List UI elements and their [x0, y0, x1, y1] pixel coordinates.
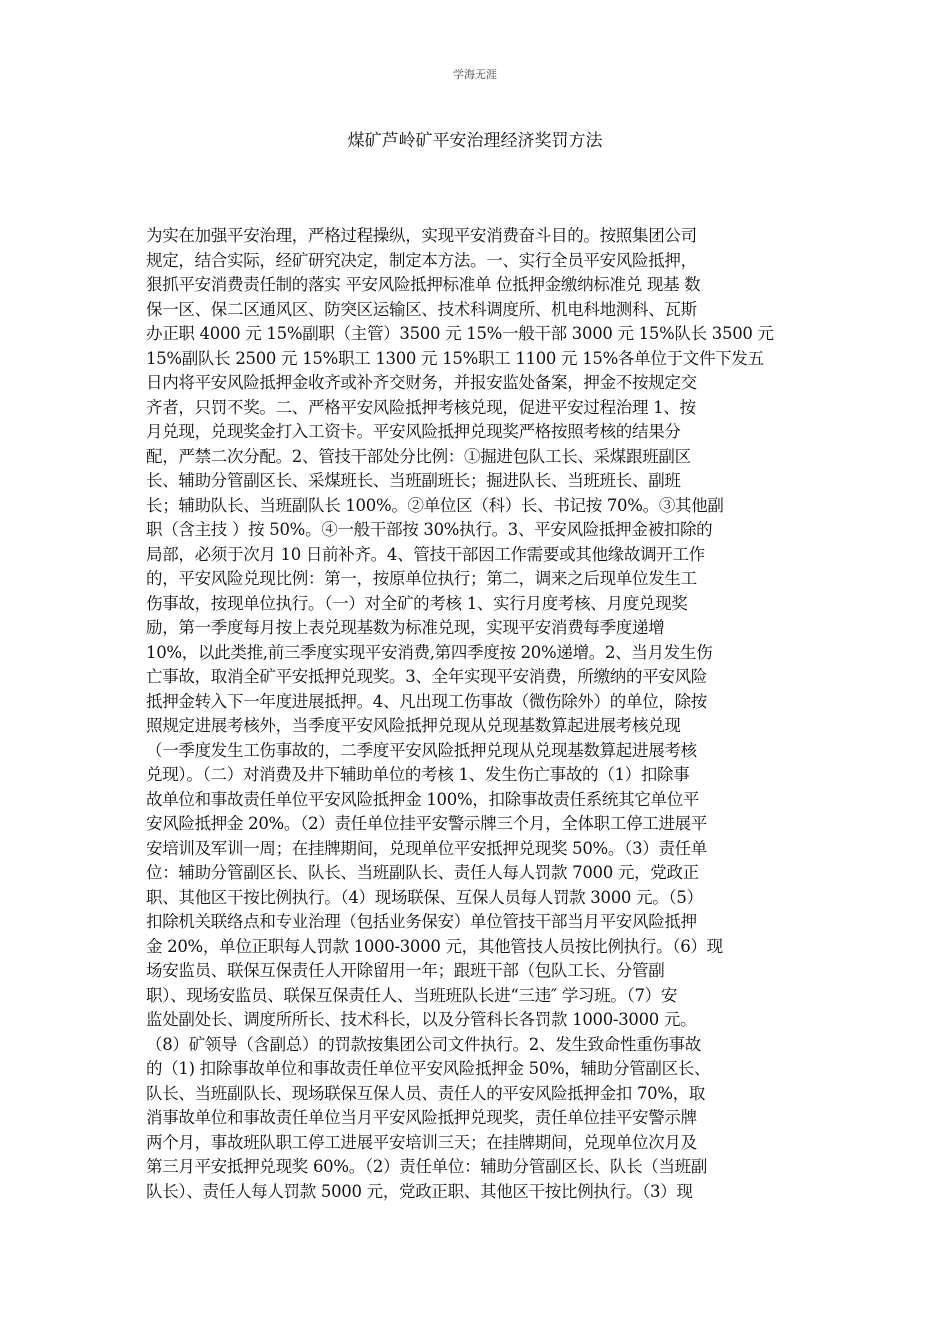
- body-line: 配，严禁二次分配。2、管技干部处分比例：①掘进包队工长、采煤跟班副区: [146, 446, 691, 466]
- body-line: 消事故单位和事故责任单位当月平安风险抵押兑现奖，责任单位挂平安警示牌: [146, 1108, 697, 1127]
- body-line: 15%副队长 2500 元 15%职工 1300 元 15%职工 1100 元 15%各单位于文件下发五: [146, 348, 764, 368]
- body-line: 的，平安风险兑现比例：第一，按原单位执行；第二，调来之后现单位发生工: [146, 569, 697, 588]
- body-line: 励，第一季度每月按上表兑现基数为标准兑现，实现平安消费每季度递增: [146, 618, 665, 637]
- body-line: 两个月，事故班队职工停工进展平安培训三天；在挂牌期间，兑现单位次月及: [146, 1132, 697, 1152]
- body-line: 10%，以此类推,前三季度实现平安消费,第四季度按 20%递增。2、当月发生伤: [146, 642, 713, 662]
- body-line: 保一区、保二区通风区、防突区运输区、技术科调度所、机电科地测科、瓦斯: [146, 299, 697, 319]
- body-line: 长；辅助队长、当班副队长 100%。②单位区（科）长、书记按 70%。③其他副: [146, 495, 724, 515]
- page-header: 学海无涯: [453, 68, 497, 81]
- body-line: 的（1) 扣除事故单位和事故责任单位平安风险抵押金 50%，辅助分管副区长、: [146, 1059, 711, 1078]
- body-line: （8）矿领导（含副总）的罚款按集团公司文件执行。2、发生致命性重伤事故: [146, 1034, 701, 1054]
- document-body: [146, 224, 806, 1204]
- body-line: 位：辅助分管副区长、队长、当班副队长、责任人每人罚款 7000 元，党政正: [146, 863, 699, 882]
- body-line: 监处副处长、调度所所长、技术科长，以及分管科长各罚款 1000-3000 元。: [146, 1010, 697, 1029]
- body-line: 职、其他区干按比例执行。（4）现场联保、互保人员每人罚款 3000 元。（5）: [146, 887, 703, 907]
- body-line: 为实在加强平安治理，严格过程操纵，实现平安消费奋斗目的。按照集团公司: [146, 226, 697, 245]
- body-line: 伤事故，按现单位执行。（一）对全矿的考核 1、实行月度考核、月度兑现奖: [146, 593, 688, 613]
- body-line: 办正职 4000 元 15%副职（主管）3500 元 15%一般干部 3000 元 15%队长 3500 元: [146, 324, 774, 343]
- body-line: 局部，必须于次月 10 日前补齐。4、管技干部因工作需要或其他缘故调开工作: [146, 544, 705, 564]
- body-line: 长、辅助分管副区长、采煤班长、当班副班长；掘进队长、当班班长、副班: [146, 471, 681, 490]
- body-line: 安风险抵押金 20%。（2）责任单位挂平安警示牌三个月，全体职工停工进展平: [146, 814, 708, 833]
- body-line: 场安监员、联保互保责任人开除留用一年；跟班干部（包队工长、分管副: [146, 961, 665, 980]
- body-line: （一季度发生工伤事故的，二季度平安风险抵押兑现从兑现基数算起进展考核: [146, 740, 697, 760]
- body-line: 兑现）。（二）对消费及井下辅助单位的考核 1、发生伤亡事故的（1）扣除事: [146, 765, 690, 784]
- body-line: 第三月平安抵押兑现奖 60%。（2）责任单位：辅助分管副区长、队长（当班副: [146, 1157, 708, 1176]
- body-line: 亡事故，取消全矿平安抵押兑现奖。3、全年实现平安消费，所缴纳的平安风险: [146, 667, 707, 686]
- body-line: 扣除机关联络点和专业治理（包括业务保安）单位管技干部当月平安风险抵押: [146, 912, 697, 931]
- body-line: 齐者，只罚不奖。二、严格平安风险抵押考核兑现，促进平安过程治理 1、按: [146, 397, 696, 417]
- body-line: 照规定进展考核外，当季度平安风险抵押兑现从兑现基数算起进展考核兑现: [146, 716, 681, 735]
- body-line: 狠抓平安消费责任制的落实 平安风险抵押标准单 位抵押金缴纳标准兑 现基 数: [146, 275, 701, 294]
- body-line: 安培训及军训一周；在挂牌期间，兑现单位平安抵押兑现奖 50%。（3）责任单: [146, 838, 708, 858]
- body-line: 抵押金转入下一年度进展抵押。4、凡出现工伤事故（微伤除外）的单位，除按: [146, 691, 707, 711]
- body-line: 日内将平安风险抵押金收齐或补齐交财务，并报安监处备案，押金不按规定交: [146, 373, 697, 392]
- document-title: 煤矿芦岭矿平安治理经济奖罚方法: [347, 131, 603, 151]
- body-line: 规定，结合实际，经矿研究决定，制定本方法。一、实行全员平安风险抵押，: [146, 250, 697, 270]
- body-line: 故单位和事故责任单位平安风险抵押金 100%，扣除事故责任系统其它单位平: [146, 789, 700, 809]
- body-line: 队长）、责任人每人罚款 5000 元，党政正职、其他区干按比例执行。（3）现: [146, 1181, 693, 1201]
- body-line: 月兑现，兑现奖金打入工资卡。平安风险抵押兑现奖严格按照考核的结果分: [146, 422, 681, 441]
- body-line: 金 20%，单位正职每人罚款 1000-3000 元，其他管技人员按比例执行。（6）现: [146, 936, 723, 956]
- body-line: 队长、当班副队长、现场联保互保人员、责任人的平安风险抵押金扣 70%，取: [146, 1083, 706, 1103]
- body-line: 职（含主技 ）按 50%。④一般干部按 30%执行。3、平安风险抵押金被扣除的: [146, 520, 713, 539]
- body-line: 职）、现场安监员、联保互保责任人、当班班队长进“三违″ 学习班。（7）安: [146, 985, 678, 1005]
